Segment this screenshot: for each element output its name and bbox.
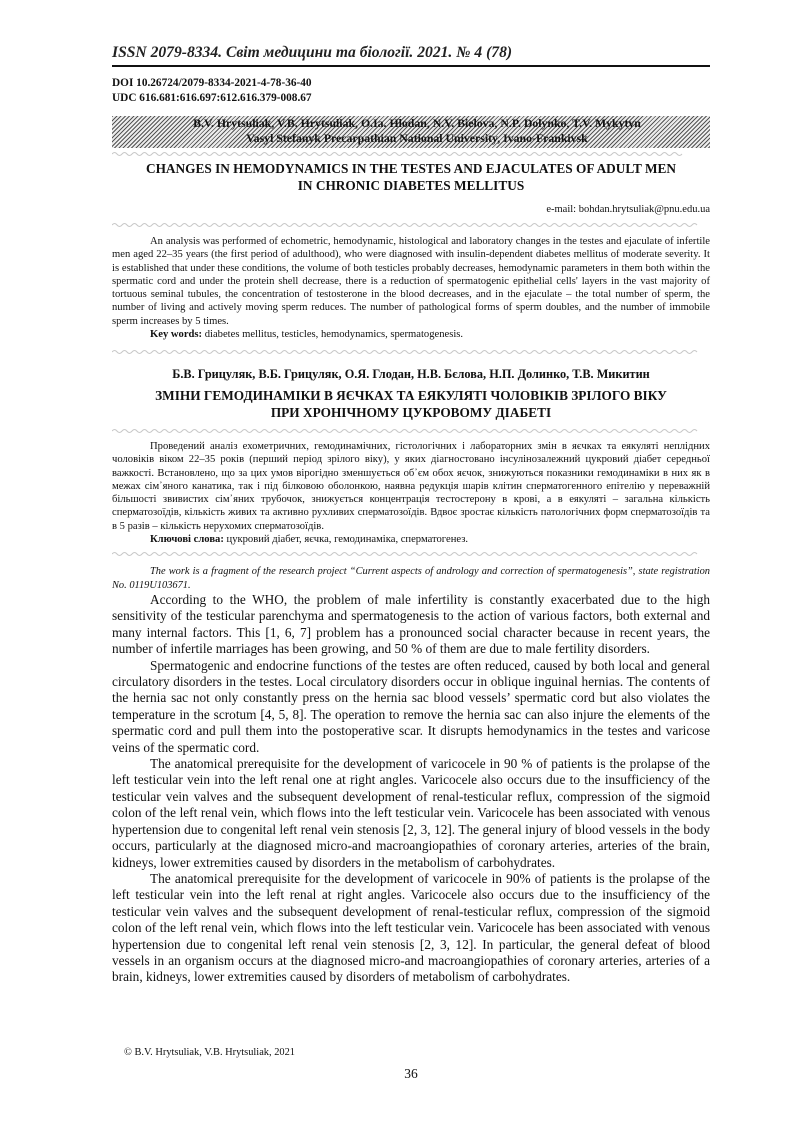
wavy-divider (112, 222, 710, 228)
keywords-list: diabetes mellitus, testicles, hemodynamics, spermatogenesis. (202, 329, 464, 341)
affiliation: Vasyl Stefanyk Precarpathian National University, Ivano-Frankivsk (246, 131, 588, 145)
title-ua-line-1: ЗМІНИ ГЕМОДИНАМІКИ В ЯЄЧКАХ ТА ЕЯКУЛЯТІ ЧОЛОВІКІВ ЗРІЛОГО ВІКУ (155, 388, 667, 403)
article-title-ua (112, 387, 710, 421)
title-en-line-1: CHANGES IN HEMODYNAMICS IN THE TESTES AND EJACULATES OF ADULT MEN (145, 161, 677, 176)
title-ua-line-2: ПРИ ХРОНІЧНОМУ ЦУКРОВОМУ ДІАБЕТІ (270, 405, 552, 420)
article-body (112, 592, 710, 986)
abstract-ua-text: Проведений аналіз ехометричних, гемодинамічних, гістологічних і лабораторних змін в яєчках та еякуляті неплідних чоловіків віком 22–35 років (перший період зрілого віку), у яких діагностовано інсулінозалежний цукровий діабет середньої важкості. Встановлено, що за цих умов вірогідно зменшується об᾽єм обох яєчок, знижуються показники гемодинаміки в них як в межах сім᾽яного канатика, так і під білковою оболонкою, наявна редукція шарів клітин сперматогенного епітелію у переважній більшості звивистих сім᾽яних трубочок, знижується концентрація тестостерону в крові, а в еякуляті – загальна кількість сперматозоїдів, кількість живих та активно рухливих сперматозоїдів. Вдвоє зростає кількість патологічних форм сперматозоїдів та в 5 разів – кількість нерухомих сперматозоїдів. (112, 441, 710, 532)
abstract-en-text: An analysis was performed of echometric, hemodynamic, histological and laboratory changes in the testes and ejaculate of infertile men aged 22–35 years (the first period of adulthood), who were diagnosed with insulin-dependent diabetes mellitus of moderate severity. It is established that under these conditions, the volume of both testicles probably decreases, hemodynamic parameters in them both within the spermatic cord and under the protein shell decrease, there is a reduction of spermatogenic epithelial cells' layers in the vast majority of tortuous seminal tubules, the concentration of testosterone in the blood decreases, and in the ejaculate – the total number of sperm, the number of living and actively moving sperm reduces. The number of pathological forms of sperm doubles, and the number of immobile sperm increases by 5 times. (112, 236, 710, 327)
article-identifiers (112, 76, 312, 106)
keywords-label: Key words: (150, 329, 203, 341)
body-paragraph: The anatomical prerequisite for the development of varicocele in 90% of patients is the prolapse of the left testicular vein into the left renal at right angles. Varicocele also occurs due to the insufficiency of the testicular vein valves and the subsequent development of renal-testicular reflux, compression of the sigmoid colon of the left renal vein, which flows into the left testicular vein. Varicocele has been associated with venous hypertension due to congenital left renal vein stenosis [2, 3, 12]. In particular, the general defeat of blood vessels in an organism occurs at the diagnosed micro-and macroangiopathies of coronary arteries, arteries of a brain, kidneys, lower extremities caused by disorders of metabolism of carbohydrates. (112, 870, 710, 985)
doi: DOI 10.26724/2079-8334-2021-4-78-36-40 (112, 77, 312, 89)
title-en-line-2: IN CHRONIC DIABETES MELLITUS (297, 178, 525, 193)
page-number: 36 (404, 1066, 418, 1081)
abstract-ua (112, 440, 710, 546)
article-title-en (112, 160, 710, 194)
body-paragraph: According to the WHO, the problem of male infertility is constantly exacerbated due to the high sensitivity of the testicular parenchyma and spermatogenesis to the action of various factors, both external and many internal factors. This [1, 6, 7] problem has a pronounced social character because in recent years, the number of infertile marriages has been growing, and 50 % of them are due to male fertility disorders. (112, 592, 710, 657)
wavy-divider (112, 151, 710, 157)
abstract-en (112, 235, 710, 341)
keywords-ua (112, 533, 710, 546)
authors-band-en (112, 116, 710, 148)
wavy-divider (112, 428, 710, 434)
keywords-list-ua: цукровий діабет, яєчка, гемодинаміка, сперматогенез. (223, 534, 469, 546)
wavy-divider (112, 349, 710, 355)
keywords-en (112, 328, 710, 341)
udc: UDC 616.681:616.697:612.616.379-008.67 (112, 92, 312, 104)
body-paragraph: Spermatogenic and endocrine functions of the testes are often reduced, caused by both local and general circulatory disorders in the testes. Local circulatory disorders occur in oblique inguinal hernias. The contents of the hernia sac not only constantly press on the hernia sac blood vessels’ spermatic cord but also violates the temperature in the scrotum [4, 5, 8]. The operation to remove the hernia sac can also injure the elements of the spermatic cord and pull them into the postoperative scar. It disrupts hemodynamics in the testes and varicose veins of the spermatic cord. (112, 657, 710, 755)
body-paragraph: The anatomical prerequisite for the development of varicocele in 90 % of patients is the prolapse of the left testicular vein into the left renal one at right angles. Varicocele also occurs due to the insufficiency of the testicular vein valves and the subsequent development of renal-testicular reflux, compression of the sigmoid colon of the left renal vein, which flows into the left testicular vein. Varicocele has been associated with venous hypertension due to congenital left renal vein stenosis [2, 3, 12]. The general injury of blood vessels in the body occurs, particularly at the diagnosed micro-and macroangiopathies of coronary arteries, arteries of the brain, kidneys, lower extremities caused by disorders in the metabolism of carbohydrates. (112, 756, 710, 870)
keywords-label-ua: Ключові слова: (150, 534, 224, 546)
funding-note-text: The work is a fragment of the research project “Current aspects of andrology and correction of spermatogenesis”, state registration No. 0119U103671. (112, 566, 710, 591)
authors-en: B.V. Hrytsuliak, V.B. Hrytsuliak, O.Ia. Hlodan, N.V. Bielova, N.P. Dolynko, T.V. Mykytyn (193, 116, 641, 130)
author-email[interactable]: e-mail: bohdan.hrytsuliak@pnu.edu.ua (546, 204, 710, 215)
wavy-divider (112, 551, 710, 557)
authors-ua: Б.В. Грицуляк, В.Б. Грицуляк, О.Я. Глодан, Н.В. Бєлова, Н.П. Долинко, Т.В. Микитин (172, 367, 650, 381)
funding-note (112, 565, 710, 593)
copyright: © B.V. Hrytsuliak, V.B. Hrytsuliak, 2021 (124, 1047, 295, 1058)
running-head: ISSN 2079-8334. Світ медицини та біології. 2021. № 4 (78) (112, 44, 710, 67)
